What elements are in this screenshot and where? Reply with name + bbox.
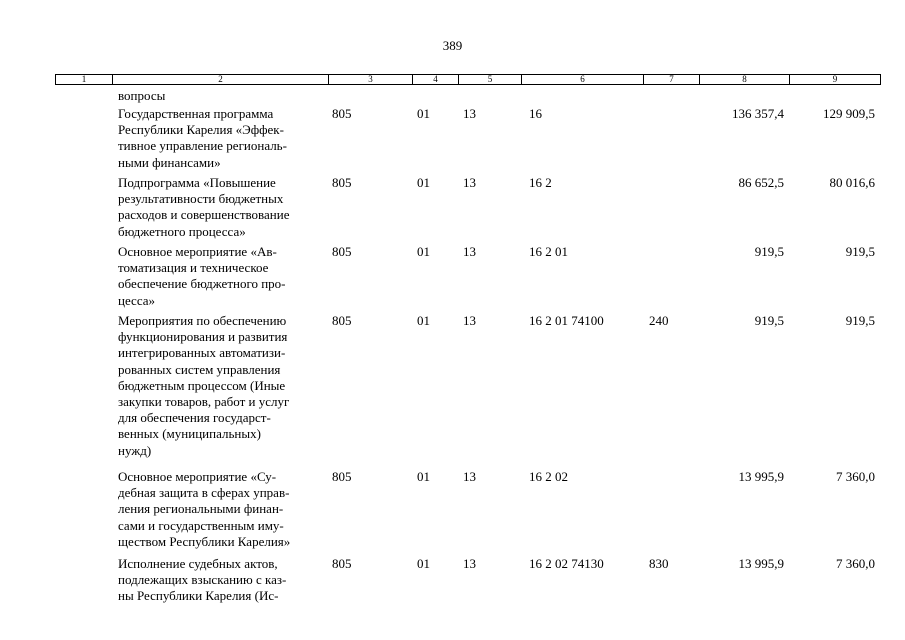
row-name: Подпрограмма «Повышение результативности бюджетных расходов и совершенствование бюджетного процесса»	[118, 175, 290, 239]
row-code-section: 01	[417, 175, 430, 190]
row-name: Основное мероприятие «Су- дебная защита в сферах управ- ления региональными финан- сами и государственным иму- ществом Республики Карелия»	[118, 469, 291, 549]
row-code-expense-type: 830	[649, 556, 669, 571]
row-code-target: 16 2 02	[529, 469, 568, 484]
header-col-7: 7	[644, 75, 700, 84]
row-amount-2: 129 909,5	[823, 106, 875, 121]
row-amount-2: 7 360,0	[836, 556, 875, 571]
row-amount-1: 919,5	[754, 313, 784, 328]
row-code-section: 01	[417, 469, 430, 484]
header-col-6: 6	[522, 75, 644, 84]
row-code-grbs: 805	[332, 244, 352, 259]
row-code-target: 16 2 01 74100	[529, 313, 604, 328]
header-col-8: 8	[700, 75, 790, 84]
row-amount-1: 919,5	[754, 244, 784, 259]
row-code-grbs: 805	[332, 313, 352, 328]
header-col-9: 9	[832, 74, 838, 84]
row-code-target: 16	[529, 106, 542, 121]
row-amount-1: 86 652,5	[738, 175, 784, 190]
row-code-expense-type: 240	[649, 313, 669, 328]
row-code-subsection: 13	[463, 469, 476, 484]
header-col-4: 4	[413, 75, 459, 84]
row-code-section: 01	[417, 313, 430, 328]
row-amount-1: 13 995,9	[738, 469, 784, 484]
row-amount-2: 919,5	[845, 244, 875, 259]
row-code-section: 01	[417, 556, 430, 571]
row-code-target: 16 2 02 74130	[529, 556, 604, 571]
row-amount-1: 13 995,9	[738, 556, 784, 571]
row-code-target: 16 2	[529, 175, 552, 190]
row-amount-2: 80 016,6	[829, 175, 875, 190]
row-code-grbs: 805	[332, 175, 352, 190]
row-code-subsection: 13	[463, 556, 476, 571]
row-code-subsection: 13	[463, 106, 476, 121]
header-col-5: 5	[459, 75, 522, 84]
row-code-subsection: 13	[463, 244, 476, 259]
table-header	[55, 74, 881, 85]
row-name: Мероприятия по обеспечению функционирования и развития интегрированных автоматизи- рованных систем управления бюджетным процессом (Иные закупки товаров, работ и услуг для обеспечения государст- венных (муниципальных) нужд)	[118, 313, 290, 458]
row-name: вопросы	[118, 88, 166, 103]
row-code-subsection: 13	[463, 313, 476, 328]
row-code-subsection: 13	[463, 175, 476, 190]
row-name: Исполнение судебных актов, подлежащих взысканию с каз- ны Республики Карелия (Ис-	[118, 556, 287, 604]
header-col-2: 2	[113, 75, 329, 84]
page-number: 389	[442, 38, 463, 53]
row-code-section: 01	[417, 106, 430, 121]
row-amount-1: 136 357,4	[732, 106, 784, 121]
row-code-grbs: 805	[332, 556, 352, 571]
row-amount-2: 7 360,0	[836, 469, 875, 484]
row-code-grbs: 805	[332, 106, 352, 121]
header-col-3: 3	[329, 75, 413, 84]
row-amount-2: 919,5	[845, 313, 875, 328]
header-col-1: 1	[56, 75, 113, 84]
row-code-target: 16 2 01	[529, 244, 568, 259]
row-name: Государственная программа Республики Карелия «Эффек- тивное управление региональ- ными финансами»	[118, 106, 287, 170]
row-name: Основное мероприятие «Ав- томатизация и техническое обеспечение бюджетного про- цесса»	[118, 244, 286, 308]
row-code-section: 01	[417, 244, 430, 259]
row-code-grbs: 805	[332, 469, 352, 484]
